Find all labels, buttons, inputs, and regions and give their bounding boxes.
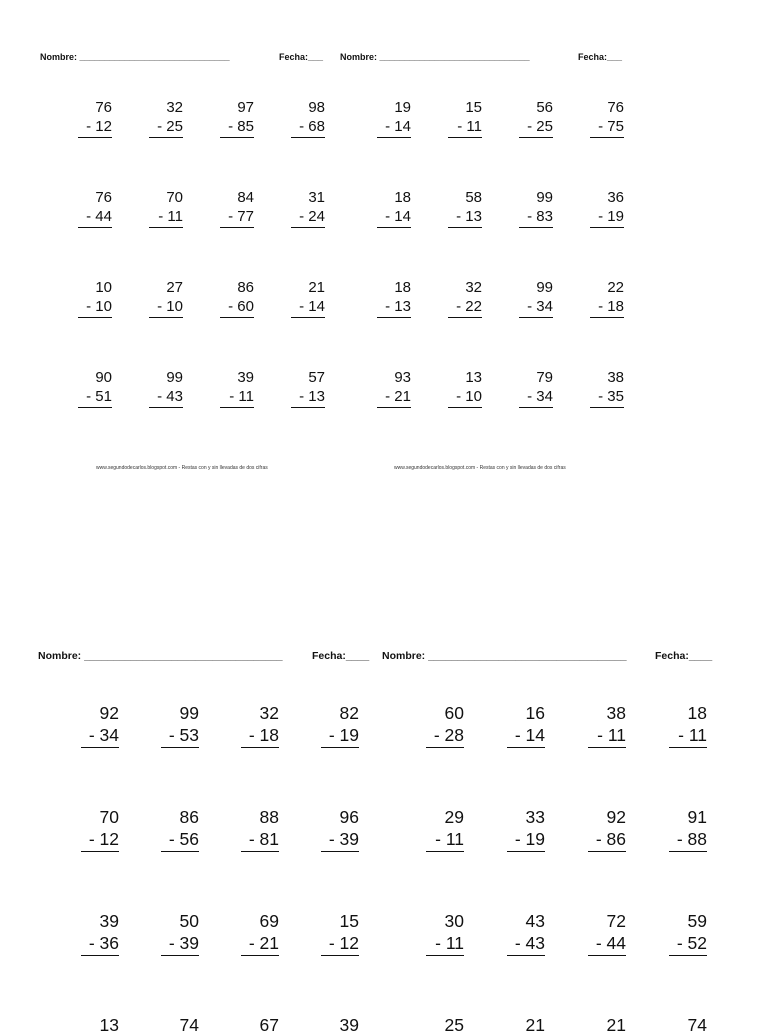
subtraction-problem bbox=[507, 702, 545, 748]
subtraction-problem bbox=[669, 910, 707, 956]
minuend: 76 bbox=[95, 99, 112, 116]
right-footer: www.segundodecarlos.blogspot.com - Restas con y sin llevadas de dos cifras bbox=[394, 465, 566, 471]
subtraction-problem bbox=[241, 1014, 279, 1036]
minuend: 21 bbox=[308, 279, 325, 296]
subtrahend: - 12 bbox=[321, 932, 359, 956]
minuend: 32 bbox=[465, 279, 482, 296]
subtraction-problem bbox=[448, 368, 482, 408]
subtrahend: - 19 bbox=[321, 724, 359, 748]
subtrahend: - 85 bbox=[220, 117, 254, 138]
subtraction-problem bbox=[220, 98, 254, 138]
subtraction-problem bbox=[448, 278, 482, 318]
minuend: 15 bbox=[339, 911, 359, 931]
subtrahend: - 51 bbox=[78, 387, 112, 408]
minuend: 96 bbox=[339, 807, 359, 827]
minuend: 72 bbox=[606, 911, 626, 931]
subtrahend: - 11 bbox=[220, 387, 254, 408]
minuend: 43 bbox=[525, 911, 545, 931]
subtrahend: - 68 bbox=[291, 117, 325, 138]
minuend: 29 bbox=[444, 807, 464, 827]
subtrahend: - 13 bbox=[291, 387, 325, 408]
subtraction-problem bbox=[507, 806, 545, 852]
date-label: Fecha:___ bbox=[578, 52, 623, 62]
minuend: 33 bbox=[525, 807, 545, 827]
minuend: 31 bbox=[308, 189, 325, 206]
subtraction-problem bbox=[81, 1014, 119, 1036]
minuend: 79 bbox=[536, 369, 553, 386]
minuend: 60 bbox=[444, 703, 464, 723]
minuend: 76 bbox=[95, 189, 112, 206]
minuend: 58 bbox=[465, 189, 482, 206]
subtraction-problem bbox=[241, 910, 279, 956]
subtraction-problem bbox=[81, 806, 119, 852]
subtrahend: - 39 bbox=[161, 932, 199, 956]
subtrahend: - 81 bbox=[241, 828, 279, 852]
subtrahend: - 88 bbox=[669, 828, 707, 852]
subtrahend: - 35 bbox=[590, 387, 624, 408]
minuend: 18 bbox=[687, 703, 707, 723]
minuend: 88 bbox=[259, 807, 279, 827]
subtrahend: - 83 bbox=[519, 207, 553, 228]
subtrahend: - 53 bbox=[161, 724, 199, 748]
subtrahend: - 44 bbox=[588, 932, 626, 956]
minuend: 92 bbox=[606, 807, 626, 827]
subtrahend: - 12 bbox=[78, 117, 112, 138]
subtraction-problem bbox=[588, 806, 626, 852]
subtraction-problem bbox=[241, 702, 279, 748]
subtraction-problem bbox=[161, 702, 199, 748]
subtraction-problem bbox=[291, 368, 325, 408]
minuend: 22 bbox=[607, 279, 624, 296]
subtraction-problem bbox=[78, 188, 112, 228]
subtrahend: - 52 bbox=[669, 932, 707, 956]
minuend: 13 bbox=[99, 1015, 119, 1035]
subtraction-problem bbox=[291, 278, 325, 318]
minuend: 32 bbox=[166, 99, 183, 116]
subtrahend: - 22 bbox=[448, 297, 482, 318]
minuend: 84 bbox=[237, 189, 254, 206]
subtrahend: - 19 bbox=[590, 207, 624, 228]
subtraction-problem bbox=[149, 368, 183, 408]
subtraction-problem bbox=[507, 910, 545, 956]
subtrahend: - 14 bbox=[377, 117, 411, 138]
subtraction-problem bbox=[426, 910, 464, 956]
minuend: 67 bbox=[259, 1015, 279, 1035]
subtrahend: - 11 bbox=[149, 207, 183, 228]
minuend: 70 bbox=[99, 807, 119, 827]
subtrahend: - 11 bbox=[448, 117, 482, 138]
subtrahend: - 12 bbox=[81, 828, 119, 852]
subtraction-problem bbox=[669, 702, 707, 748]
subtrahend: - 43 bbox=[149, 387, 183, 408]
subtrahend: - 34 bbox=[81, 724, 119, 748]
subtraction-problem bbox=[321, 806, 359, 852]
subtraction-problem bbox=[377, 368, 411, 408]
minuend: 36 bbox=[607, 189, 624, 206]
subtraction-problem bbox=[161, 1014, 199, 1036]
subtrahend: - 18 bbox=[590, 297, 624, 318]
subtraction-problem bbox=[588, 702, 626, 748]
date-label: Fecha:____ bbox=[655, 650, 713, 662]
subtraction-problem bbox=[426, 806, 464, 852]
minuend: 16 bbox=[525, 703, 545, 723]
subtrahend: - 75 bbox=[590, 117, 624, 138]
minuend: 99 bbox=[179, 703, 199, 723]
subtraction-problem bbox=[291, 188, 325, 228]
minuend: 19 bbox=[394, 99, 411, 116]
subtraction-problem bbox=[161, 806, 199, 852]
subtrahend: - 24 bbox=[291, 207, 325, 228]
minuend: 18 bbox=[394, 279, 411, 296]
subtraction-problem bbox=[426, 702, 464, 748]
subtraction-problem bbox=[590, 188, 624, 228]
subtraction-problem bbox=[519, 98, 553, 138]
minuend: 39 bbox=[237, 369, 254, 386]
subtraction-problem bbox=[149, 98, 183, 138]
subtraction-problem bbox=[81, 910, 119, 956]
subtrahend: - 14 bbox=[291, 297, 325, 318]
minuend: 39 bbox=[339, 1015, 359, 1035]
name-label: Nombre: ______________________________ bbox=[340, 52, 530, 62]
subtrahend: - 10 bbox=[149, 297, 183, 318]
subtraction-problem bbox=[507, 1014, 545, 1036]
minuend: 99 bbox=[536, 189, 553, 206]
subtraction-problem bbox=[321, 702, 359, 748]
minuend: 56 bbox=[536, 99, 553, 116]
name-label: Nombre: __________________________________ bbox=[38, 650, 283, 662]
subtrahend: - 60 bbox=[220, 297, 254, 318]
subtrahend: - 34 bbox=[519, 297, 553, 318]
subtraction-problem bbox=[590, 368, 624, 408]
subtraction-problem bbox=[519, 368, 553, 408]
subtraction-problem bbox=[377, 188, 411, 228]
minuend: 27 bbox=[166, 279, 183, 296]
subtrahend: - 11 bbox=[426, 828, 464, 852]
subtrahend: - 39 bbox=[321, 828, 359, 852]
subtrahend: - 14 bbox=[507, 724, 545, 748]
minuend: 21 bbox=[525, 1015, 545, 1035]
subtrahend: - 56 bbox=[161, 828, 199, 852]
minuend: 99 bbox=[536, 279, 553, 296]
subtrahend: - 21 bbox=[377, 387, 411, 408]
subtraction-problem bbox=[291, 98, 325, 138]
subtraction-problem bbox=[669, 806, 707, 852]
subtraction-problem bbox=[78, 98, 112, 138]
subtrahend: - 77 bbox=[220, 207, 254, 228]
minuend: 74 bbox=[687, 1015, 707, 1035]
subtraction-problem bbox=[81, 702, 119, 748]
minuend: 97 bbox=[237, 99, 254, 116]
subtraction-problem bbox=[321, 910, 359, 956]
subtrahend: - 18 bbox=[241, 724, 279, 748]
subtraction-problem bbox=[149, 278, 183, 318]
minuend: 21 bbox=[606, 1015, 626, 1035]
minuend: 99 bbox=[166, 369, 183, 386]
subtrahend: - 28 bbox=[426, 724, 464, 748]
subtrahend: - 11 bbox=[588, 724, 626, 748]
subtrahend: - 86 bbox=[588, 828, 626, 852]
minuend: 70 bbox=[166, 189, 183, 206]
subtraction-problem bbox=[590, 98, 624, 138]
subtrahend: - 34 bbox=[519, 387, 553, 408]
subtraction-problem bbox=[448, 188, 482, 228]
subtraction-problem bbox=[519, 278, 553, 318]
subtrahend: - 10 bbox=[448, 387, 482, 408]
subtraction-problem bbox=[426, 1014, 464, 1036]
minuend: 82 bbox=[339, 703, 359, 723]
subtraction-problem bbox=[241, 806, 279, 852]
subtraction-problem bbox=[161, 910, 199, 956]
subtrahend: - 11 bbox=[426, 932, 464, 956]
subtrahend: - 36 bbox=[81, 932, 119, 956]
subtrahend: - 10 bbox=[78, 297, 112, 318]
minuend: 10 bbox=[95, 279, 112, 296]
minuend: 30 bbox=[444, 911, 464, 931]
minuend: 59 bbox=[687, 911, 707, 931]
subtraction-problem bbox=[78, 368, 112, 408]
minuend: 39 bbox=[99, 911, 119, 931]
subtrahend: - 13 bbox=[377, 297, 411, 318]
subtraction-problem bbox=[220, 188, 254, 228]
subtraction-problem bbox=[377, 98, 411, 138]
subtraction-problem bbox=[377, 278, 411, 318]
subtraction-problem bbox=[590, 278, 624, 318]
subtraction-problem bbox=[78, 278, 112, 318]
subtrahend: - 13 bbox=[448, 207, 482, 228]
subtrahend: - 11 bbox=[669, 724, 707, 748]
subtrahend: - 21 bbox=[241, 932, 279, 956]
name-label: Nombre: ______________________________ bbox=[40, 52, 230, 62]
minuend: 57 bbox=[308, 369, 325, 386]
date-label: Fecha:____ bbox=[312, 650, 370, 662]
top-worksheet bbox=[0, 0, 768, 500]
subtrahend: - 19 bbox=[507, 828, 545, 852]
minuend: 25 bbox=[444, 1015, 464, 1035]
minuend: 76 bbox=[607, 99, 624, 116]
minuend: 86 bbox=[179, 807, 199, 827]
minuend: 90 bbox=[95, 369, 112, 386]
subtraction-problem bbox=[149, 188, 183, 228]
minuend: 86 bbox=[237, 279, 254, 296]
minuend: 18 bbox=[394, 189, 411, 206]
left-footer: www.segundodecarlos.blogspot.com - Restas con y sin llevadas de dos cifras bbox=[96, 465, 268, 471]
subtraction-problem bbox=[669, 1014, 707, 1036]
minuend: 50 bbox=[179, 911, 199, 931]
minuend: 38 bbox=[606, 703, 626, 723]
minuend: 91 bbox=[687, 807, 707, 827]
subtraction-problem bbox=[448, 98, 482, 138]
minuend: 98 bbox=[308, 99, 325, 116]
minuend: 93 bbox=[394, 369, 411, 386]
minuend: 32 bbox=[259, 703, 279, 723]
subtrahend: - 44 bbox=[78, 207, 112, 228]
minuend: 38 bbox=[607, 369, 624, 386]
minuend: 92 bbox=[99, 703, 119, 723]
subtraction-problem bbox=[588, 1014, 626, 1036]
minuend: 13 bbox=[465, 369, 482, 386]
subtraction-problem bbox=[519, 188, 553, 228]
minuend: 74 bbox=[179, 1015, 199, 1035]
subtraction-problem bbox=[220, 278, 254, 318]
subtrahend: - 25 bbox=[519, 117, 553, 138]
subtrahend: - 43 bbox=[507, 932, 545, 956]
date-label: Fecha:___ bbox=[279, 52, 324, 62]
subtraction-problem bbox=[220, 368, 254, 408]
minuend: 15 bbox=[465, 99, 482, 116]
subtrahend: - 25 bbox=[149, 117, 183, 138]
subtrahend: - 14 bbox=[377, 207, 411, 228]
subtraction-problem bbox=[588, 910, 626, 956]
minuend: 69 bbox=[259, 911, 279, 931]
name-label: Nombre: __________________________________ bbox=[382, 650, 627, 662]
bottom-worksheet bbox=[0, 640, 768, 1035]
subtraction-problem bbox=[321, 1014, 359, 1036]
